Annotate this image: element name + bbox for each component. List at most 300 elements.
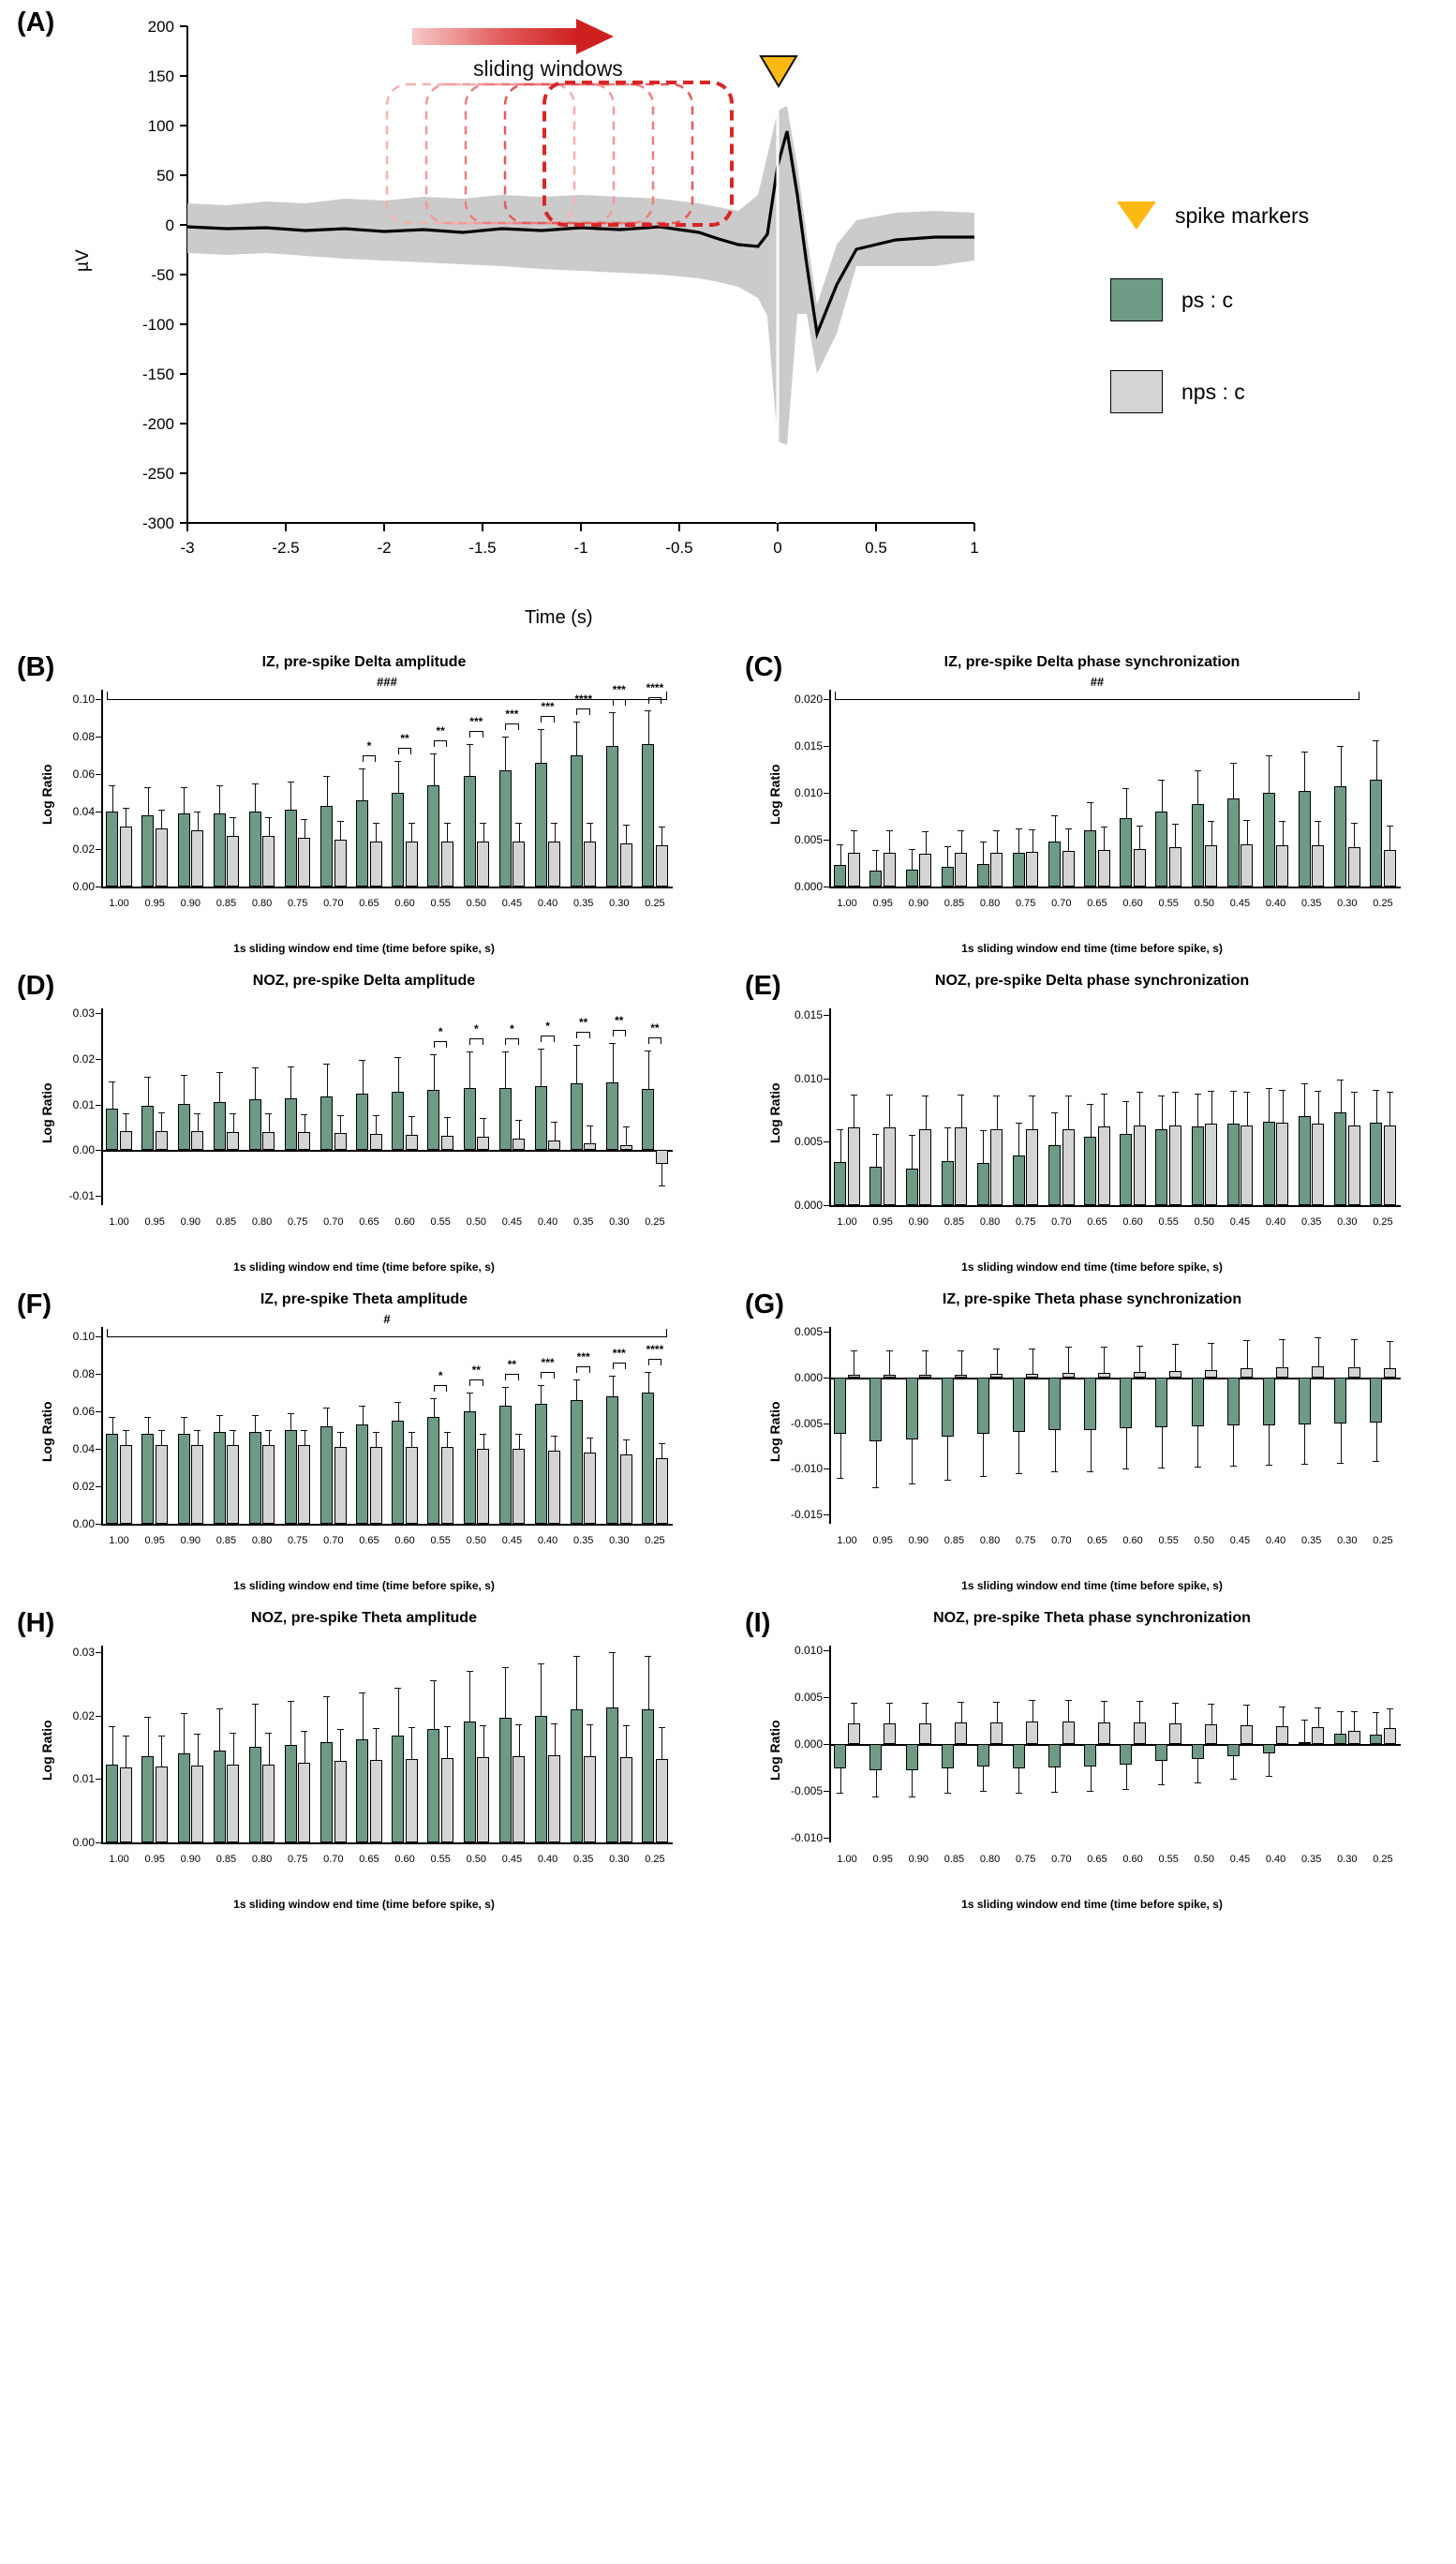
x-tick-label: 0.40 xyxy=(537,1216,558,1228)
error-bar xyxy=(1018,1432,1019,1473)
error-bar xyxy=(290,1701,291,1745)
bar-ps xyxy=(1192,804,1204,887)
bar-nps xyxy=(1026,852,1038,887)
plot-area xyxy=(790,1324,1401,1546)
error-bar-cap xyxy=(1087,802,1093,803)
error-bar-cap xyxy=(1195,770,1201,771)
error-bar-cap xyxy=(1337,746,1344,747)
bar-nps xyxy=(477,1137,489,1151)
bar-ps xyxy=(106,812,118,887)
panel-i xyxy=(728,1602,1456,1921)
bar-ps xyxy=(214,1102,226,1150)
y-tick-mark xyxy=(824,1650,829,1651)
error-bar-cap xyxy=(467,744,473,745)
error-bar xyxy=(434,1398,435,1417)
svg-text:50: 50 xyxy=(156,167,174,185)
error-bar xyxy=(290,1066,291,1098)
x-tick-label: 0.75 xyxy=(1015,1216,1036,1228)
y-axis-line xyxy=(101,690,103,887)
bar-nps xyxy=(406,1135,418,1151)
x-tick-label: 0.85 xyxy=(943,898,965,909)
x-tick-label: 1.00 xyxy=(837,1535,857,1546)
error-bar xyxy=(340,821,341,840)
legend xyxy=(1110,201,1309,462)
x-tick-label: 0.40 xyxy=(537,898,558,909)
error-bar xyxy=(1354,1711,1355,1731)
y-tick-mark xyxy=(824,793,829,794)
bar-ps xyxy=(285,810,297,887)
error-bar xyxy=(1091,1104,1092,1137)
y-tick-label: 0.005 xyxy=(794,1691,823,1704)
error-bar-cap xyxy=(288,1413,294,1414)
bar-ps xyxy=(464,776,476,887)
error-bar-cap xyxy=(1051,1112,1058,1113)
y-tick-mark xyxy=(96,1716,101,1717)
error-bar-cap xyxy=(144,787,151,788)
error-bar-cap xyxy=(1266,1465,1272,1466)
bar-ps xyxy=(1334,1112,1346,1205)
error-bar xyxy=(626,1439,627,1454)
x-tick-label: 0.40 xyxy=(1265,898,1286,909)
x-tick-label: 0.25 xyxy=(1373,1216,1393,1228)
bar-ps xyxy=(1227,1744,1240,1756)
bar-nps xyxy=(1062,851,1075,887)
bar-ps xyxy=(977,1744,989,1766)
x-axis-label: 1s sliding window end time (time before spike, s) xyxy=(961,942,1223,955)
error-bar-cap xyxy=(944,1793,951,1794)
bar-ps xyxy=(642,1089,654,1150)
bar-ps xyxy=(1370,1735,1382,1744)
error-bar-cap xyxy=(980,1476,987,1477)
error-bar xyxy=(363,1406,364,1424)
bar-ps xyxy=(606,1707,618,1842)
error-bar xyxy=(398,1402,399,1421)
bar-ps xyxy=(427,1729,439,1842)
bar-ps xyxy=(141,815,154,887)
error-bar-cap xyxy=(1230,1779,1237,1780)
error-bar-cap xyxy=(409,823,415,824)
sliding-windows-label: sliding windows xyxy=(473,56,623,81)
bar-ps xyxy=(977,1378,989,1435)
y-tick-label: 0.000 xyxy=(794,880,823,893)
chart-title: IZ, pre-spike Theta amplitude xyxy=(260,1291,468,1307)
bar-nps xyxy=(1205,1124,1217,1205)
error-bar-cap xyxy=(1387,1341,1393,1342)
bar-nps xyxy=(191,1445,203,1524)
error-bar xyxy=(590,1438,591,1453)
error-bar-cap xyxy=(337,1729,344,1730)
y-tick-label: 0.00 xyxy=(72,1836,95,1849)
y-tick-label: 0.02 xyxy=(72,1480,95,1493)
error-bar xyxy=(469,744,470,776)
bar-ps xyxy=(535,1716,547,1842)
x-tick-label: 0.55 xyxy=(1158,1854,1179,1865)
error-bar xyxy=(148,1417,149,1434)
error-bar-cap xyxy=(1279,821,1285,822)
error-bar-cap xyxy=(252,1415,259,1416)
error-bar-cap xyxy=(216,1415,223,1416)
bar-ps xyxy=(1299,1742,1311,1744)
error-bar-cap xyxy=(288,1701,294,1702)
error-bar xyxy=(398,761,399,793)
bar-ps xyxy=(356,1094,368,1150)
y-tick-mark xyxy=(824,1015,829,1016)
x-tick-label: 0.60 xyxy=(1122,1535,1143,1546)
overall-significance-label: # xyxy=(383,1312,391,1326)
error-bar-cap xyxy=(1243,1705,1250,1706)
panel-h-letter: (H) xyxy=(17,1608,55,1638)
significance-label: *** xyxy=(541,700,555,713)
bar-ps xyxy=(571,1400,583,1524)
error-bar-cap xyxy=(1230,1466,1237,1467)
y-tick-label: 0.005 xyxy=(794,833,823,846)
panel-g xyxy=(728,1284,1456,1602)
error-bar-cap xyxy=(645,710,651,711)
y-tick-mark xyxy=(96,1779,101,1780)
significance-label: ** xyxy=(400,732,409,745)
error-bar-cap xyxy=(515,823,522,824)
y-tick-mark xyxy=(824,1791,829,1792)
error-bar-cap xyxy=(958,1095,964,1096)
y-tick-mark xyxy=(96,1336,101,1337)
bar-nps xyxy=(1062,1373,1075,1378)
y-tick-mark xyxy=(96,1842,101,1843)
bar-nps xyxy=(1348,1731,1360,1744)
error-bar xyxy=(613,1043,614,1082)
svg-text:-1.5: -1.5 xyxy=(468,539,497,557)
error-bar-cap xyxy=(158,1112,165,1113)
y-tick-label: 0.020 xyxy=(794,693,823,706)
significance-label: ** xyxy=(650,1021,660,1036)
significance-bracket xyxy=(613,1363,626,1369)
x-tick-label: 0.95 xyxy=(144,1216,165,1228)
bar-nps xyxy=(990,1722,1003,1744)
y-tick-label: 0.00 xyxy=(72,1143,95,1157)
error-bar xyxy=(411,823,412,842)
error-bar xyxy=(1126,1428,1127,1468)
bar-nps xyxy=(1098,1126,1110,1205)
bar-ps xyxy=(464,1088,476,1150)
bar-ps xyxy=(906,1169,918,1205)
error-bar xyxy=(1304,1720,1305,1742)
bar-ps xyxy=(834,1162,846,1205)
error-bar xyxy=(1283,1707,1284,1726)
error-bar-cap xyxy=(1087,1471,1093,1472)
bar-ps xyxy=(1370,1378,1382,1423)
x-tick-label: 0.35 xyxy=(572,898,594,909)
svg-text:-150: -150 xyxy=(141,365,174,383)
bar-nps xyxy=(227,1132,239,1151)
significance-label: ** xyxy=(579,1016,588,1030)
error-bar-cap xyxy=(359,1406,365,1407)
error-bar-cap xyxy=(1373,1712,1379,1713)
error-bar-cap xyxy=(265,1113,272,1114)
error-bar-cap xyxy=(1243,820,1250,821)
bar-ps xyxy=(320,1742,333,1842)
x-tick-label: 0.95 xyxy=(872,1535,893,1546)
bar-ps xyxy=(106,1765,118,1842)
x-tick-label: 0.40 xyxy=(537,1535,558,1546)
panel-b-letter: (B) xyxy=(17,652,55,682)
x-axis-line xyxy=(829,1205,1401,1207)
x-tick-label: 0.50 xyxy=(1194,898,1215,909)
bar-nps xyxy=(477,1449,489,1524)
bar-ps xyxy=(214,813,226,887)
error-bar xyxy=(1175,1703,1176,1723)
x-axis-label: 1s sliding window end time (time before spike, s) xyxy=(233,942,495,955)
error-bar xyxy=(1247,1705,1248,1725)
error-bar-cap xyxy=(1351,1711,1358,1712)
bar-ps xyxy=(1155,1129,1167,1205)
error-bar-cap xyxy=(409,1727,415,1728)
error-bar-cap xyxy=(515,1120,522,1121)
error-bar xyxy=(469,1393,470,1411)
error-bar xyxy=(483,1434,484,1449)
bar-ps xyxy=(392,1092,404,1150)
error-bar xyxy=(505,1667,506,1718)
error-bar xyxy=(541,1385,542,1404)
bar-nps xyxy=(1276,1726,1288,1744)
bar-nps xyxy=(584,1756,596,1842)
bar-ps xyxy=(285,1745,297,1842)
significance-bracket xyxy=(576,1032,589,1038)
bar-ps xyxy=(106,1434,118,1524)
legend-label-spike-markers: spike markers xyxy=(1175,202,1310,228)
y-axis-line xyxy=(829,1008,831,1205)
error-bar-cap xyxy=(1122,1468,1129,1469)
bar-ps xyxy=(606,1396,618,1524)
error-bar xyxy=(1318,821,1319,845)
bar-nps xyxy=(191,830,203,887)
error-bar xyxy=(590,823,591,842)
bar-ps xyxy=(1084,830,1096,887)
svg-text:0: 0 xyxy=(773,539,782,557)
error-bar xyxy=(1162,1761,1163,1784)
y-axis-label: Log Ratio xyxy=(39,1082,54,1143)
x-tick-label: 1.00 xyxy=(109,898,129,909)
bar-nps xyxy=(191,1131,203,1150)
error-bar xyxy=(947,1437,948,1480)
x-tick-label: 0.80 xyxy=(251,1216,273,1228)
x-tick-label: 0.25 xyxy=(645,1216,665,1228)
error-bar-cap xyxy=(1315,1337,1321,1338)
error-bar xyxy=(840,1129,841,1162)
error-bar-cap xyxy=(958,1702,964,1703)
x-tick-label: 0.65 xyxy=(359,898,379,909)
error-bar xyxy=(1211,1091,1212,1124)
bar-nps xyxy=(1205,1370,1217,1378)
error-bar-cap xyxy=(922,1703,929,1704)
bar-ps xyxy=(178,1104,190,1150)
x-tick-label: 0.95 xyxy=(144,1854,165,1865)
bar-nps xyxy=(1276,845,1288,887)
bar-ps xyxy=(1048,842,1061,887)
error-bar xyxy=(1354,823,1355,847)
bar-nps xyxy=(955,1375,967,1378)
error-bar xyxy=(1247,1092,1248,1125)
error-bar xyxy=(1126,1765,1127,1789)
y-tick-label: 0.000 xyxy=(794,1199,823,1212)
overall-significance-bracket xyxy=(107,692,667,700)
bar-ps xyxy=(392,1421,404,1524)
plot-area xyxy=(72,1645,673,1865)
significance-bracket xyxy=(363,755,376,762)
x-tick-label: 1.00 xyxy=(837,1854,857,1865)
significance-bracket xyxy=(434,1385,447,1392)
bar-ps xyxy=(1048,1378,1061,1431)
error-bar-cap xyxy=(1016,828,1022,829)
bar-ps xyxy=(642,744,654,887)
significance-label: **** xyxy=(646,681,664,694)
bar-nps xyxy=(1169,847,1181,887)
panel-a xyxy=(0,0,1456,647)
legend-swatch-ps xyxy=(1110,278,1163,321)
error-bar-cap xyxy=(109,1726,115,1727)
error-bar xyxy=(1376,1423,1377,1461)
error-bar-cap xyxy=(467,1393,473,1394)
chart-title: NOZ, pre-spike Delta phase synchronization xyxy=(934,973,1250,989)
error-bar-cap xyxy=(323,1696,330,1697)
bar-nps xyxy=(1241,844,1253,887)
error-bar-cap xyxy=(216,785,223,786)
x-tick-label: 0.30 xyxy=(609,1216,630,1228)
error-bar xyxy=(233,1113,234,1132)
error-bar-cap xyxy=(609,712,616,713)
x-tick-label: 0.25 xyxy=(645,1535,665,1546)
x-tick-label: 0.70 xyxy=(323,1535,344,1546)
error-bar xyxy=(161,1112,162,1131)
bar-nps xyxy=(955,853,967,887)
error-bar xyxy=(376,823,377,842)
error-bar xyxy=(876,850,877,871)
error-bar-cap xyxy=(359,1692,365,1693)
error-bar xyxy=(1283,1090,1284,1123)
svg-text:-0.5: -0.5 xyxy=(665,539,693,557)
x-tick-label: 0.50 xyxy=(466,898,487,909)
plot-area xyxy=(72,1312,673,1546)
error-bar-cap xyxy=(252,783,259,784)
y-axis-label: Log Ratio xyxy=(767,764,782,825)
bar-nps xyxy=(513,1449,525,1524)
y-tick-mark xyxy=(824,1332,829,1333)
bar-ps xyxy=(1299,791,1311,887)
x-tick-label: 0.70 xyxy=(1051,1535,1072,1546)
y-tick-mark xyxy=(824,1468,829,1469)
y-tick-mark xyxy=(824,1079,829,1080)
error-bar xyxy=(447,1432,448,1447)
error-bar-cap xyxy=(886,830,893,831)
significance-bracket xyxy=(613,699,626,706)
x-tick-label: 0.65 xyxy=(359,1216,379,1228)
bar-nps xyxy=(334,1761,347,1842)
error-bar xyxy=(184,787,185,813)
error-bar-cap xyxy=(373,1432,379,1433)
error-bar xyxy=(1376,1712,1377,1735)
error-bar-cap xyxy=(623,825,630,826)
error-bar-cap xyxy=(288,1066,294,1067)
significance-bracket xyxy=(505,1038,518,1045)
panel-a-ylabel: µV xyxy=(73,249,93,272)
bar-ps xyxy=(214,1432,226,1524)
error-bar xyxy=(269,1430,270,1445)
error-bar-cap xyxy=(1301,1720,1308,1721)
error-bar-cap xyxy=(181,1417,187,1418)
error-bar-cap xyxy=(573,722,580,723)
x-tick-label: 0.60 xyxy=(394,1535,415,1546)
x-tick-label: 0.35 xyxy=(572,1854,594,1865)
bar-ps xyxy=(942,1161,954,1205)
error-bar-cap xyxy=(538,729,544,730)
x-tick-label: 0.85 xyxy=(215,1535,237,1546)
bar-nps xyxy=(120,1445,132,1524)
error-bar xyxy=(1068,1096,1069,1128)
error-bar-cap xyxy=(158,810,165,811)
y-tick-label: 0.005 xyxy=(794,1135,823,1149)
error-bar-cap xyxy=(587,823,593,824)
error-bar xyxy=(340,1729,341,1761)
bar-nps xyxy=(1384,1125,1396,1205)
bar-nps xyxy=(1384,850,1396,887)
error-bar-cap xyxy=(444,1432,451,1433)
bar-nps xyxy=(298,1445,310,1524)
x-axis-line xyxy=(101,1842,673,1844)
error-bar-cap xyxy=(909,1483,915,1484)
error-bar-cap xyxy=(1230,763,1237,764)
error-bar xyxy=(661,1164,662,1185)
error-bar xyxy=(219,1415,220,1432)
bar-nps xyxy=(656,1150,668,1164)
error-bar-cap xyxy=(837,1793,843,1794)
bar-ps xyxy=(869,1378,882,1441)
x-tick-label: 0.75 xyxy=(287,1535,308,1546)
legend-swatch-nps xyxy=(1110,370,1163,413)
error-bar-cap xyxy=(1301,1083,1308,1084)
bar-ps xyxy=(427,1090,439,1150)
bar-ps xyxy=(906,1378,918,1439)
x-tick-label: 0.80 xyxy=(251,1535,273,1546)
error-bar-cap xyxy=(144,1717,151,1718)
bar-nps xyxy=(884,853,896,887)
y-tick-mark xyxy=(96,1059,101,1060)
error-bar xyxy=(505,1051,506,1088)
error-bar xyxy=(255,1704,256,1747)
y-tick-mark xyxy=(96,1150,101,1151)
bar-nps xyxy=(1026,1374,1038,1378)
error-bar xyxy=(398,1057,399,1092)
error-bar-cap xyxy=(1101,1094,1107,1095)
x-tick-label: 0.80 xyxy=(979,1216,1001,1228)
error-bar-cap xyxy=(1101,1347,1107,1348)
bar-ps xyxy=(1120,1744,1132,1765)
error-bar-cap xyxy=(1337,1463,1344,1464)
bar-nps xyxy=(656,1458,668,1524)
error-bar-cap xyxy=(301,1114,307,1115)
error-bar-cap xyxy=(958,1350,964,1351)
error-bar-cap xyxy=(337,1432,344,1433)
bar-ps xyxy=(285,1098,297,1151)
error-bar-cap xyxy=(1387,1708,1393,1709)
significance-label: *** xyxy=(612,683,626,696)
x-tick-label: 0.50 xyxy=(466,1854,487,1865)
error-bar-cap xyxy=(1208,821,1214,822)
bar-nps xyxy=(191,1766,203,1842)
bar-ps xyxy=(571,755,583,887)
bar-nps xyxy=(620,1454,632,1524)
error-bar-cap xyxy=(502,1387,509,1388)
bar-ps xyxy=(1370,1123,1382,1205)
error-bar xyxy=(148,787,149,815)
y-tick-mark xyxy=(96,774,101,775)
